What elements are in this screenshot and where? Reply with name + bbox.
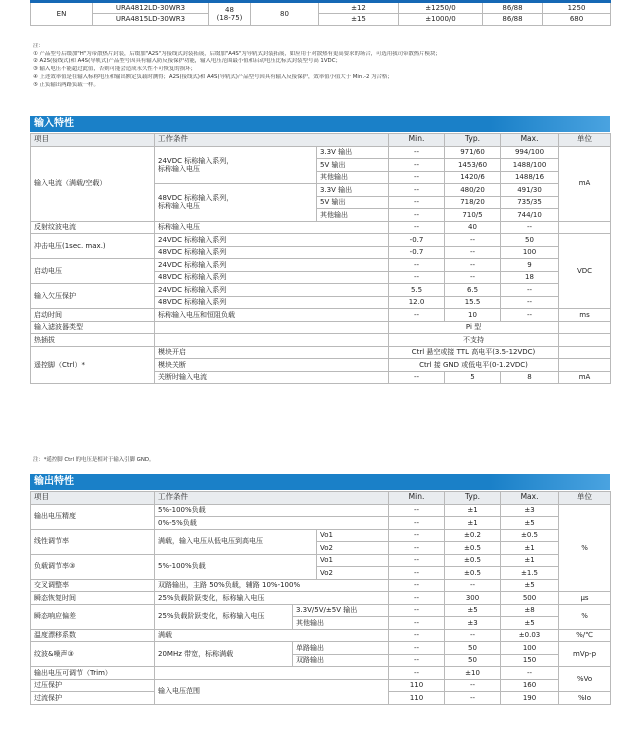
- val: 10: [445, 309, 501, 322]
- val: 40: [445, 221, 501, 234]
- vout: ±12: [319, 2, 399, 14]
- val: 480/20: [445, 184, 501, 197]
- val: -0.7: [389, 234, 445, 247]
- col-cond: 工作条件: [155, 134, 389, 147]
- val: 5: [445, 371, 501, 384]
- filter-value: Pi 型: [389, 321, 559, 334]
- val: --: [445, 246, 501, 259]
- val: 1420/6: [445, 171, 501, 184]
- unit: μs: [559, 592, 611, 605]
- sys48-cond: 48VDC 标称输入系列， 标称输入电压: [155, 184, 317, 222]
- cond: 24VDC 标称输入系列: [155, 259, 389, 272]
- val: --: [389, 617, 445, 630]
- val: ±0.5: [445, 554, 501, 567]
- val: --: [389, 642, 445, 655]
- val: ±3: [501, 504, 559, 517]
- sub-cond: 单路输出: [293, 642, 389, 655]
- val: 300: [445, 592, 501, 605]
- val: --: [389, 654, 445, 667]
- val: --: [389, 371, 445, 384]
- vout: ±15: [319, 14, 399, 26]
- input-section-title: 输入特性: [30, 116, 610, 132]
- unit: ms: [559, 309, 611, 322]
- sub-cond: Vo2: [317, 567, 389, 580]
- col-min: Min.: [389, 492, 445, 505]
- filter-label: 输入滤波器类型: [31, 321, 155, 334]
- cond: 24VDC 标称输入系列: [155, 234, 389, 247]
- val: --: [445, 271, 501, 284]
- cond: 模块关断: [155, 359, 389, 372]
- val: --: [389, 529, 445, 542]
- capacitance: 1250: [543, 2, 611, 14]
- note-line: ④ 上述效率值是在输入标称电压和输出额定负载时测得；A2S(接线式)和 A4S(导轨式)产品型号因具有输入反接保护，效率值小值大于 Min.-2 为合格；: [33, 73, 393, 80]
- val: --: [445, 234, 501, 247]
- surge-label: 冲击电压(1sec. max.): [31, 234, 155, 259]
- cond: 24VDC 标称输入系列: [155, 284, 389, 297]
- val: --: [389, 504, 445, 517]
- hotplug-label: 热插拔: [31, 334, 155, 347]
- val: 110: [389, 692, 445, 705]
- cross-reg-label: 交叉调整率: [31, 579, 155, 592]
- model-table: [30, 0, 611, 26]
- col-item: 项目: [31, 134, 155, 147]
- val: 50: [445, 642, 501, 655]
- cond: 标称输入电压: [155, 221, 389, 234]
- val: ±8: [501, 604, 559, 617]
- ovp-label: 过压保护: [31, 679, 155, 692]
- cond: 20MHz 带宽，标称满载: [155, 642, 293, 667]
- col-cond: 工作条件: [155, 492, 389, 505]
- sub-cond: 5V 输出: [317, 159, 389, 172]
- val: --: [389, 159, 445, 172]
- val: 1488/16: [501, 171, 559, 184]
- val: 971/60: [445, 146, 501, 159]
- val: --: [501, 309, 559, 322]
- col-min: Min.: [389, 134, 445, 147]
- cond: 5%-100%负载: [155, 504, 389, 517]
- start-time-label: 启动时间: [31, 309, 155, 322]
- val: ±0.5: [445, 567, 501, 580]
- val: ±0.5: [501, 529, 559, 542]
- sub-cond: 双路输出: [293, 654, 389, 667]
- val: ±5: [501, 617, 559, 630]
- col-unit: 单位: [559, 492, 611, 505]
- notes-title: 注：: [33, 43, 44, 49]
- val: --: [501, 221, 559, 234]
- load-reg-label: 负载调节率③: [31, 554, 155, 579]
- unit: VDC: [559, 234, 611, 309]
- input-nominal: 48 (18-75): [209, 2, 251, 26]
- val: 5.5: [389, 284, 445, 297]
- val: --: [445, 692, 501, 705]
- val: --: [389, 579, 445, 592]
- ctrl-off-value: Ctrl 接 GND 或低电平(0-1.2VDC): [389, 359, 559, 372]
- cond: 双路输出，主路 50%负载，辅路 10%-100%: [155, 579, 389, 592]
- ripple-label: 反射纹波电流: [31, 221, 155, 234]
- val: 8: [501, 371, 559, 384]
- val: 744/10: [501, 209, 559, 222]
- output-spec-table: [30, 491, 611, 705]
- val: ±0.5: [445, 542, 501, 555]
- cond: 满载: [155, 629, 389, 642]
- input-current-label: 输入电流（满载/空载）: [31, 146, 155, 221]
- val: ±1: [501, 542, 559, 555]
- unit: %: [559, 504, 611, 592]
- sub-cond: 5V 输出: [317, 196, 389, 209]
- cond: 标称输入电压和恒阻负载: [155, 309, 389, 322]
- iout: ±1000/0: [399, 14, 483, 26]
- val: 1453/60: [445, 159, 501, 172]
- val: 100: [501, 642, 559, 655]
- val: ±5: [501, 517, 559, 530]
- val: 994/100: [501, 146, 559, 159]
- iout: ±1250/0: [399, 2, 483, 14]
- val: 160: [501, 679, 559, 692]
- val: 50: [445, 654, 501, 667]
- cond: 5%-100%负载: [155, 554, 317, 579]
- capacitance: 680: [543, 14, 611, 26]
- sub-cond: 其他输出: [317, 209, 389, 222]
- val: --: [389, 309, 445, 322]
- sub-cond: Vo1: [317, 529, 389, 542]
- val: ±1: [445, 504, 501, 517]
- col-max: Max.: [501, 492, 559, 505]
- sub-cond: 3.3V 输出: [317, 146, 389, 159]
- note-line: ② A2S(接线式)和 A4S(导轨式)产品型号因具有输入防反接保护功能，输入电压范围最小值和启动电压比标式封装型号高 1VDC；: [33, 58, 341, 65]
- cond: 模块开启: [155, 346, 389, 359]
- val: --: [389, 604, 445, 617]
- val: --: [389, 667, 445, 680]
- hotplug-value: 不支持: [389, 334, 559, 347]
- val: --: [501, 296, 559, 309]
- val: 100: [501, 246, 559, 259]
- val: --: [389, 567, 445, 580]
- val: --: [445, 629, 501, 642]
- ctrl-on-value: Ctrl 悬空或接 TTL 高电平(3.5-12VDC): [389, 346, 559, 359]
- note-line: ③ 输入电压不能超过此值，否则可能会造成永久性不可恢复的损坏；: [33, 66, 196, 73]
- sub-cond: 其他输出: [317, 171, 389, 184]
- recovery-label: 瞬态恢复时间: [31, 592, 155, 605]
- val: ±1: [501, 554, 559, 567]
- ctrl-label: 遥控脚（Ctrl）*: [31, 346, 155, 384]
- col-item: 项目: [31, 492, 155, 505]
- input-footnote: 注：*遥控脚 Ctrl 的电压是相对于输入引脚 GND。: [33, 457, 155, 463]
- cond: 48VDC 标称输入系列: [155, 271, 389, 284]
- sub-cond: 3.3V 输出: [317, 184, 389, 197]
- val: --: [389, 184, 445, 197]
- sub-cond: Vo1: [317, 554, 389, 567]
- ocp-label: 过流保护: [31, 692, 155, 705]
- col-unit: 单位: [559, 134, 611, 147]
- unit: %: [559, 604, 611, 629]
- val: 110: [389, 679, 445, 692]
- input-max: 80: [251, 2, 319, 26]
- cond: 25%负载阶跃变化，标称输入电压: [155, 592, 389, 605]
- val: --: [445, 679, 501, 692]
- cond: 输入电压范围: [155, 679, 389, 704]
- val: --: [389, 209, 445, 222]
- val: --: [501, 284, 559, 297]
- val: 735/35: [501, 196, 559, 209]
- efficiency: 86/88: [483, 14, 543, 26]
- unit: mA: [559, 146, 611, 221]
- val: --: [389, 542, 445, 555]
- cond: 48VDC 标称输入系列: [155, 296, 389, 309]
- val: --: [389, 171, 445, 184]
- val: --: [389, 629, 445, 642]
- temp-coef-label: 温度漂移系数: [31, 629, 155, 642]
- sub-cond: 其他输出: [293, 617, 389, 630]
- trim-label: 输出电压可调节（Trim）: [31, 667, 155, 680]
- unit: %/℃: [559, 629, 611, 642]
- val: 50: [501, 234, 559, 247]
- cond: 满载，输入电压从低电压到高电压: [155, 529, 317, 554]
- unit: %Vo: [559, 667, 611, 692]
- noise-label: 纹波&噪声③: [31, 642, 155, 667]
- accuracy-label: 输出电压精度: [31, 504, 155, 529]
- unit: mA: [559, 371, 611, 384]
- model-name: URA4812LD-30WR3: [93, 2, 209, 14]
- unit: %Io: [559, 692, 611, 705]
- col-max: Max.: [501, 134, 559, 147]
- notes: [33, 43, 608, 89]
- col-typ: Typ.: [445, 492, 501, 505]
- val: ±1.5: [501, 567, 559, 580]
- val: ±5: [445, 604, 501, 617]
- val: ±10: [445, 667, 501, 680]
- val: --: [389, 146, 445, 159]
- note-line: ① 产品型号后缀加"H"为带散热片封装，后缀加"A2S"为接线式封装拓展，后缀加"A4S"为导轨式封装拓展，如应用于对散热有更高要求的场合，可选用我司带散热片模块；: [33, 50, 441, 57]
- sub-cond: 3.3V/5V/±5V 输出: [293, 604, 389, 617]
- val: ±1: [445, 517, 501, 530]
- val: 1488/100: [501, 159, 559, 172]
- val: 718/20: [445, 196, 501, 209]
- sub-cond: Vo2: [317, 542, 389, 555]
- val: ±0.03: [501, 629, 559, 642]
- val: --: [389, 271, 445, 284]
- val: 6.5: [445, 284, 501, 297]
- val: --: [445, 579, 501, 592]
- val: 9: [501, 259, 559, 272]
- cond: 25%负载阶跃变化，标称输入电压: [155, 604, 293, 629]
- val: --: [389, 517, 445, 530]
- uvp-label: 输入欠压保护: [31, 284, 155, 309]
- val: --: [445, 259, 501, 272]
- val: 18: [501, 271, 559, 284]
- sys24-cond: 24VDC 标称输入系列， 标称输入电压: [155, 146, 317, 184]
- note-line: ⑤ 正负输出两路负载一样。: [33, 81, 99, 88]
- cond: 0%-5%负载: [155, 517, 389, 530]
- val: ±5: [501, 579, 559, 592]
- val: 500: [501, 592, 559, 605]
- val: 710/5: [445, 209, 501, 222]
- unit: mVp-p: [559, 642, 611, 667]
- deviation-label: 瞬态响应偏差: [31, 604, 155, 629]
- start-label: 启动电压: [31, 259, 155, 284]
- model-prefix: EN: [31, 2, 93, 26]
- val: --: [389, 259, 445, 272]
- val: ±0.2: [445, 529, 501, 542]
- val: ±3: [445, 617, 501, 630]
- val: --: [389, 221, 445, 234]
- val: --: [389, 196, 445, 209]
- cond: 关断时输入电流: [155, 371, 389, 384]
- val: 150: [501, 654, 559, 667]
- output-section-title: 输出特性: [30, 474, 610, 490]
- input-spec-table: [30, 133, 611, 384]
- col-typ: Typ.: [445, 134, 501, 147]
- val: 190: [501, 692, 559, 705]
- val: --: [389, 554, 445, 567]
- val: 15.5: [445, 296, 501, 309]
- val: 491/30: [501, 184, 559, 197]
- line-reg-label: 线性调节率: [31, 529, 155, 554]
- model-name: URA4815LD-30WR3: [93, 14, 209, 26]
- val: --: [389, 592, 445, 605]
- val: --: [501, 667, 559, 680]
- val: 12.0: [389, 296, 445, 309]
- cond: 48VDC 标称输入系列: [155, 246, 389, 259]
- efficiency: 86/88: [483, 2, 543, 14]
- val: -0.7: [389, 246, 445, 259]
